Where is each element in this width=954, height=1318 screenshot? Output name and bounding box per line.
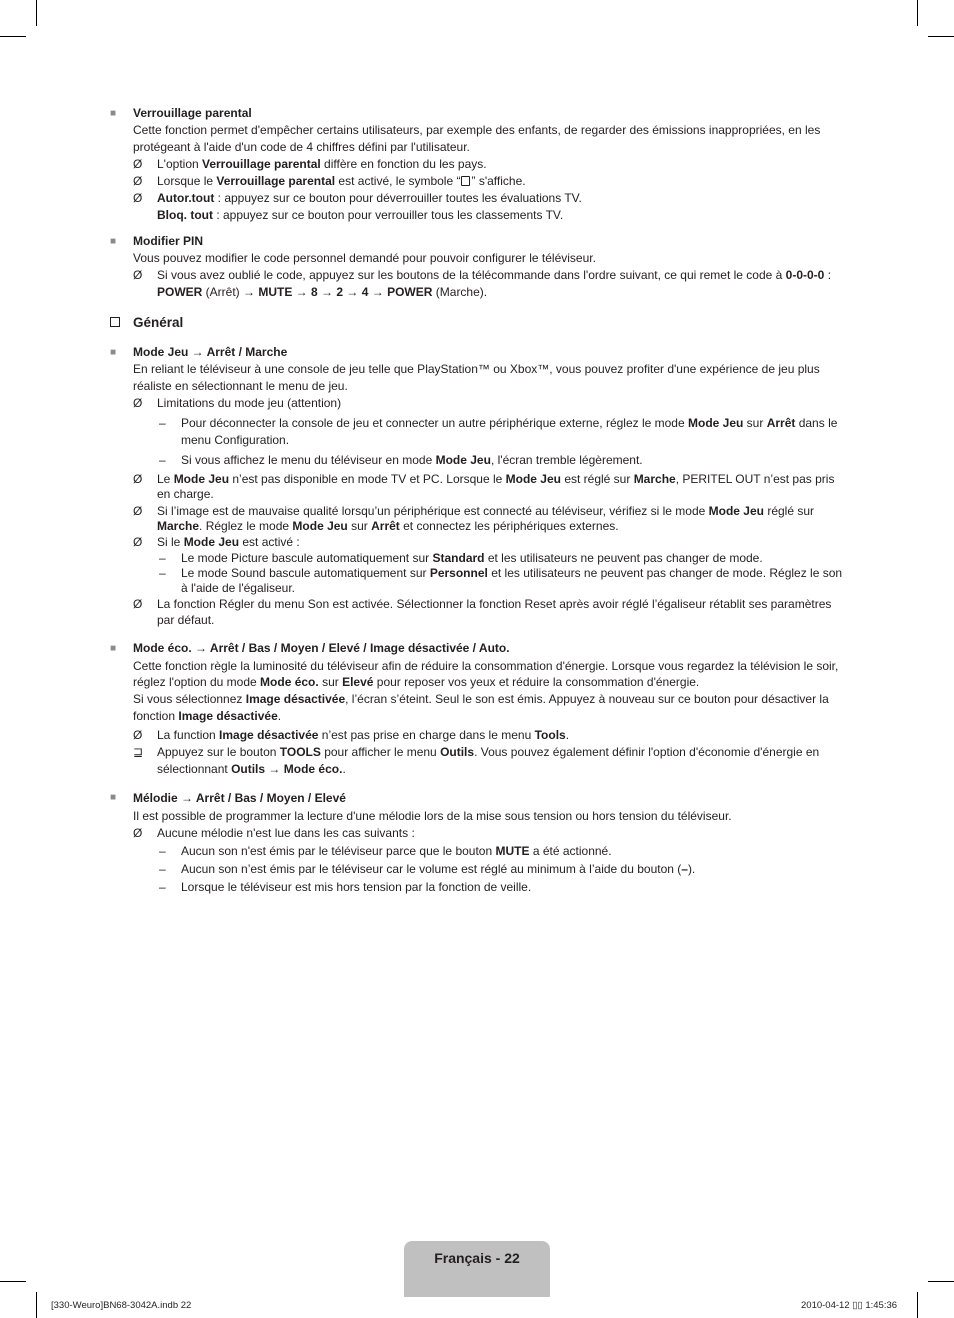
section-mode-eco	[110, 640, 846, 778]
bold-text: MUTE	[258, 285, 293, 299]
crop-mark-top-right-v	[917, 0, 918, 26]
text: Aucun son n'est émis par le téléviseur parce que le bouton	[181, 844, 496, 858]
text: Si vous sélectionnez	[133, 692, 246, 706]
text: , l'écran tremble légèrement.	[490, 453, 643, 467]
section-description: En reliant le téléviseur à une console de jeu telle que PlayStation™ ou Xbox™, vous pouvez profiter d'une expérience de jeu plus réaliste en sélectionnant le menu de jeu.	[133, 362, 820, 393]
bold-text: Elevé	[342, 675, 374, 689]
tools-note-item	[133, 744, 846, 778]
square-bullet-icon: ■	[110, 108, 117, 119]
text: Limitations du mode jeu (attention)	[157, 396, 342, 410]
dash-item	[133, 860, 846, 878]
bold-text: TOOLS	[279, 745, 321, 759]
note-icon: Ø	[133, 396, 143, 410]
bold-text: Outils	[231, 762, 266, 776]
note-item	[133, 156, 846, 173]
text: dans le menu Configuration.	[181, 416, 838, 447]
bold-text: –	[681, 862, 688, 876]
bold-text: 2	[336, 285, 344, 299]
bold-text: Verrouillage parental	[216, 174, 336, 188]
section-verrouillage-parental	[110, 105, 846, 224]
crop-mark-bottom-left-v	[36, 1292, 37, 1318]
note-icon: Ø	[133, 174, 143, 188]
dash-bullet-icon: –	[159, 880, 166, 894]
bold-text: Standard	[432, 551, 485, 565]
heading-text: Général	[133, 315, 184, 330]
text: Cette fonction règle la luminosité du téléviseur afin de réduire la consommation d'énergie. Lorsque vous regardez la télévision le soir, réglez l'option du mode	[133, 659, 839, 689]
bold-text: Mode Jeu	[173, 472, 230, 486]
note-item	[133, 267, 846, 301]
section-description: Il est possible de programmer la lecture d'une mélodie lors de la mise sous tension ou hors tension du téléviseur.	[133, 809, 732, 823]
bold-text: Arrêt	[766, 416, 796, 430]
file-info: [330-Weuro]BN68-3042A.indb 22	[51, 1300, 192, 1311]
note-icon: Ø	[133, 191, 143, 205]
text: .	[342, 762, 346, 776]
dash-bullet-icon: –	[159, 416, 166, 430]
text: : appuyez sur ce bouton pour verrouiller tous les classements TV.	[212, 208, 564, 222]
bold-text: Marche	[157, 519, 200, 533]
text: L'option	[157, 157, 202, 171]
text: Si vous avez oublié le code, appuyez sur les boutons de la télécommande dans l'ordre suivant, ce qui remet le code à	[157, 268, 786, 282]
section-modifier-pin	[110, 233, 846, 301]
bold-text: Autor.tout	[157, 191, 215, 205]
general-heading	[110, 314, 846, 331]
dash-bullet-icon: –	[159, 844, 166, 858]
section-title: Mode Jeu → Arrêt / Marche	[133, 345, 288, 359]
dash-item	[133, 842, 846, 860]
bold-text: Mode Jeu	[505, 472, 561, 486]
section-description: Vous pouvez modifier le code personnel demandé pour pouvoir configurer le téléviseur.	[133, 251, 596, 265]
bold-text: →	[292, 285, 312, 299]
text: Le mode Sound bascule automatiquement sur	[181, 566, 430, 580]
dash-bullet-icon: –	[159, 862, 166, 876]
note-icon: Ø	[133, 597, 143, 611]
section-title: Verrouillage parental	[133, 106, 252, 120]
text: ” s'affiche.	[471, 174, 526, 188]
text: sur	[318, 675, 343, 689]
bold-text: Image désactivée	[178, 709, 278, 723]
bold-text: Mode Jeu	[435, 453, 491, 467]
text: et les utilisateurs ne peuvent pas changer de mode.	[484, 551, 763, 565]
bold-text: Arrêt	[371, 519, 400, 533]
crop-mark-top-left-h	[0, 36, 26, 37]
note-item	[133, 825, 846, 842]
square-bullet-icon: ■	[110, 643, 117, 654]
text: , PERITEL OUT n’est pas pris en charge.	[157, 472, 835, 501]
note-icon: Ø	[133, 157, 143, 171]
bold-text: Mode Jeu	[183, 535, 240, 549]
text: n’est pas disponible en mode TV et PC. Lorsque le	[229, 472, 506, 486]
note-icon: Ø	[133, 728, 143, 742]
section-title: Mode éco. → Arrêt / Bas / Moyen / Elevé / Image désactivée / Auto.	[133, 641, 510, 655]
note-item	[133, 395, 846, 412]
note-item	[133, 596, 846, 628]
crop-mark-bottom-right-v	[917, 1292, 918, 1318]
text: réglé sur	[763, 504, 815, 518]
page-number-tab: Français - 22	[404, 1241, 550, 1297]
text: Aucun son n’est émis par le téléviseur car le volume est réglé au minimum à l’aide du bouton (	[181, 862, 682, 876]
bold-text: Mode Jeu	[688, 416, 744, 430]
text: diffère en fonction du les pays.	[320, 157, 487, 171]
bold-text: Outils	[440, 745, 475, 759]
dash-item	[133, 878, 846, 896]
text: .	[565, 728, 570, 742]
bold-text: Personnel	[429, 566, 488, 580]
section-description	[133, 658, 846, 690]
square-bullet-icon: ■	[110, 792, 117, 803]
dash-bullet-icon: –	[159, 453, 166, 467]
text: a été actionné.	[529, 844, 612, 858]
square-bullet-icon: ■	[110, 347, 117, 358]
dash-item	[133, 550, 846, 566]
text: sur	[347, 519, 372, 533]
bold-text: 4	[361, 285, 369, 299]
text: et les utilisateurs ne peuvent pas changer de mode. Réglez le son à l'aide de l'égaliseur.	[181, 566, 843, 595]
checkbox-bullet-icon	[110, 317, 120, 327]
crop-mark-top-right-h	[928, 36, 954, 37]
dash-bullet-icon: –	[159, 551, 166, 565]
text: . Vous pouvez également définir l'option d'économie d'énergie en sélectionnant	[157, 745, 820, 776]
bold-text: Image désactivée	[245, 692, 346, 706]
bold-text: Marche	[633, 472, 676, 486]
text: :	[824, 268, 832, 282]
bold-text: Tools	[534, 728, 566, 742]
crop-mark-bottom-right-h	[928, 1281, 954, 1282]
text: Le	[157, 472, 174, 486]
text: , l’écran s’éteint. Seul le son est émis. Appuyez à nouveau sur ce bouton pour désactiver la fonction	[133, 692, 829, 723]
bold-text: POWER	[157, 285, 203, 299]
text: Le mode Picture bascule automatiquement sur	[181, 551, 433, 565]
note-item	[133, 727, 846, 744]
text: : appuyez sur ce bouton pour déverrouiller toutes les évaluations TV.	[214, 191, 582, 205]
bold-text: →	[368, 285, 388, 299]
text: Si le	[157, 535, 184, 549]
bold-text: POWER	[387, 285, 433, 299]
text: (Arrêt) →	[202, 285, 259, 299]
text: La fonction Régler du menu Son est activée. Sélectionner la fonction Reset après avoir réglé l’égaliseur rétablit ses paramètres par défaut.	[157, 597, 832, 627]
bold-text: 8	[311, 285, 318, 299]
text: Si l’image est de mauvaise qualité lorsqu’un périphérique est connecté au téléviseur, vérifiez si le mode	[157, 504, 709, 518]
section-title: Modifier PIN	[133, 234, 204, 248]
note-icon: Ø	[133, 472, 143, 486]
bold-text: MUTE	[495, 844, 530, 858]
text: Lorsque le	[157, 174, 217, 188]
section-title: Mélodie → Arrêt / Bas / Moyen / Elevé	[133, 791, 346, 805]
section-description: Cette fonction permet d'empêcher certains utilisateurs, par exemple des enfants, de regarder des émissions inappropriées, en les protégeant à l'aide d'un code de 4 chiffres défini par l'utilisateur.	[133, 123, 821, 154]
section-melodie	[110, 789, 846, 896]
text: est activé, le symbole “	[335, 174, 461, 188]
date-info: 2010-04-12 ▯▯ 1:45:36	[801, 1300, 898, 1311]
text: Lorsque le téléviseur est mis hors tension par la fonction de veille.	[181, 880, 532, 894]
dash-item	[133, 415, 846, 449]
text: La function	[157, 728, 220, 742]
bold-text: Verrouillage parental	[202, 157, 321, 171]
text: n’est pas prise en charge dans le menu	[318, 728, 535, 742]
note-item	[133, 504, 846, 534]
section-mode-jeu	[110, 344, 846, 628]
note-icon: Ø	[133, 826, 143, 840]
text: et connectez les périphériques externes.	[399, 519, 619, 533]
dash-item	[133, 566, 846, 596]
square-bullet-icon: ■	[110, 236, 117, 247]
dash-bullet-icon: –	[159, 566, 166, 580]
note-item	[133, 534, 846, 550]
bold-text: Image désactivée	[219, 728, 319, 742]
bold-text: Mode Jeu	[708, 504, 764, 518]
bold-text: Bloq. tout	[157, 208, 213, 222]
bold-text: →	[343, 285, 362, 299]
bold-text: Mode éco.	[260, 675, 319, 689]
text: pour afficher le menu	[320, 745, 441, 759]
text: ).	[687, 862, 696, 876]
note-item	[133, 173, 846, 190]
section-description	[133, 691, 846, 725]
note-item	[133, 472, 846, 502]
tools-icon: ⊒	[133, 745, 144, 759]
bold-text: Mode Jeu	[292, 519, 348, 533]
text: Aucune mélodie n'est lue dans les cas suivants :	[157, 826, 415, 840]
text: sur	[743, 416, 767, 430]
text: est réglé sur	[560, 472, 634, 486]
bold-text: Mode éco.	[283, 762, 343, 776]
text: . Réglez le mode	[199, 519, 293, 533]
crop-mark-bottom-left-h	[0, 1281, 26, 1282]
note-icon: Ø	[133, 504, 143, 518]
note-icon: Ø	[133, 268, 143, 282]
text: .	[277, 709, 282, 723]
page-content	[110, 105, 846, 905]
text: est activé :	[239, 535, 300, 549]
bold-text: →	[265, 762, 284, 776]
text: Appuyez sur le bouton	[157, 745, 280, 759]
crop-mark-top-left-v	[36, 0, 37, 26]
lock-icon	[461, 176, 470, 186]
bold-text: →	[317, 285, 337, 299]
note-item	[133, 190, 846, 224]
text: (Marche).	[432, 285, 488, 299]
text: Si vous affichez le menu du téléviseur en mode	[181, 453, 436, 467]
bold-text: 0-0-0-0	[785, 268, 825, 282]
text: Pour déconnecter la console de jeu et connecter un autre périphérique externe, réglez le mode	[181, 416, 688, 430]
text: pour reposer vos yeux et réduire la consommation d'énergie.	[373, 675, 700, 689]
dash-item	[133, 452, 846, 469]
note-icon: Ø	[133, 535, 143, 549]
